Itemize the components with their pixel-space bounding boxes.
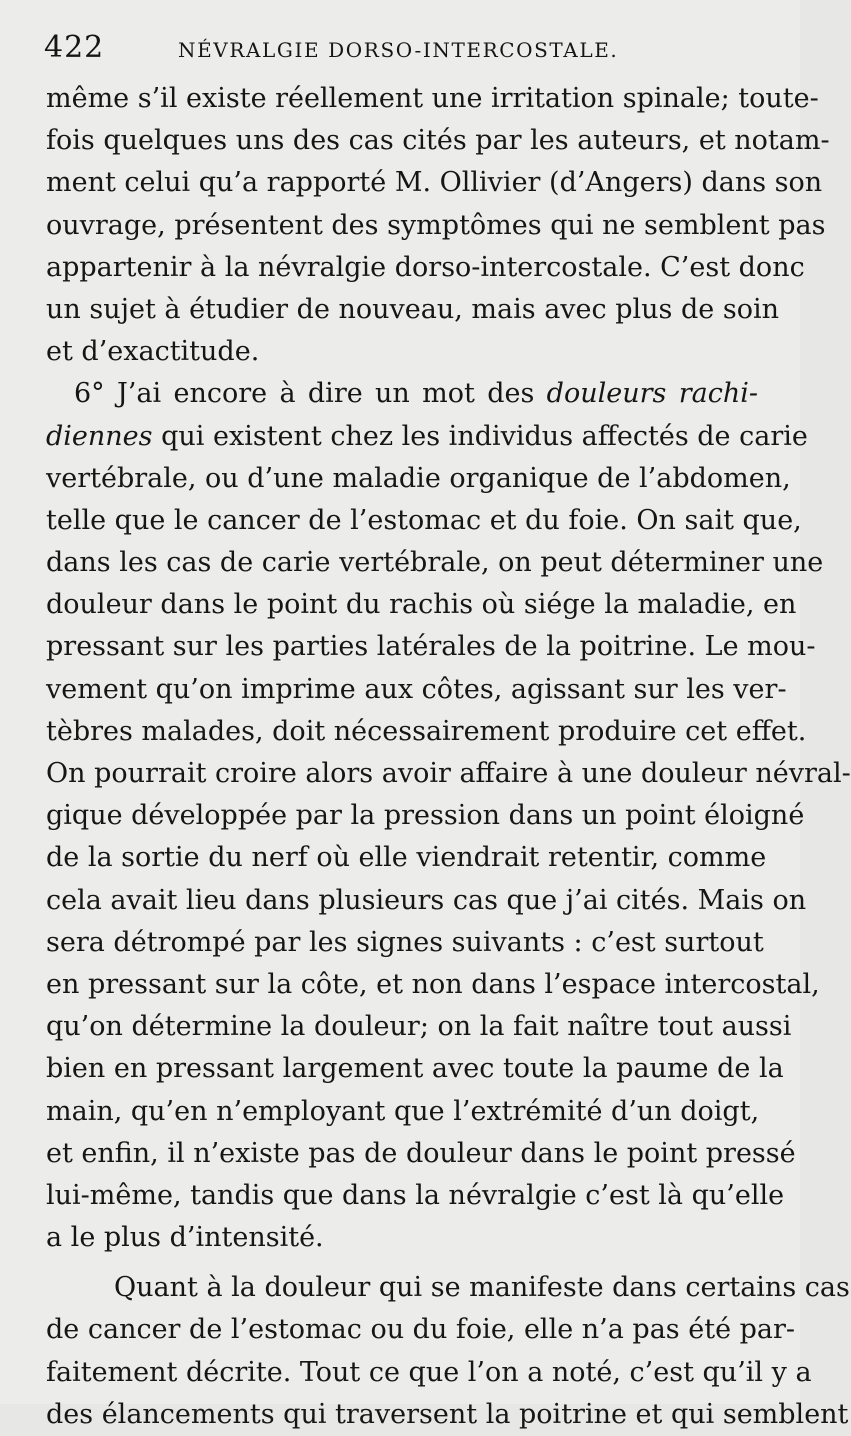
text-line: ment celui qu’a rapporté M. Ollivier (d’Angers) dans son bbox=[46, 167, 823, 199]
text-line: cela avait lieu dans plusieurs cas que j’ai cités. Mais on bbox=[46, 884, 807, 916]
text-line: même s’il existe réellement une irritation spinale; toute- bbox=[46, 83, 819, 114]
text-line: dans les cas de carie vertébrale, on peut déterminer une bbox=[46, 547, 824, 579]
text-run: qui existent chez les individus affectés de carie bbox=[152, 420, 808, 452]
text-line: bien en pressant largement avec toute la paume de la bbox=[46, 1053, 784, 1085]
text-line: tèbres malades, doit nécessairement produire cet effet. bbox=[46, 715, 807, 747]
text-line: telle que le cancer de l’estomac et du foie. On sait que, bbox=[46, 504, 802, 536]
text-line: pressant sur les parties latérales de la poitrine. Le mou- bbox=[46, 631, 816, 663]
text-line: en pressant sur la côte, et non dans l’espace intercostal, bbox=[46, 968, 820, 1000]
text-line: faitement décrite. Tout ce que l’on a noté, c’est qu’il y a bbox=[46, 1356, 812, 1388]
text-line: et d’exactitude. bbox=[46, 336, 260, 368]
text-line: gique développée par la pression dans un point éloigné bbox=[46, 800, 805, 832]
text-line: un sujet à étudier de nouveau, mais avec plus de soin bbox=[46, 293, 779, 325]
text-line: vertébrale, ou d’une maladie organique de l’abdomen, bbox=[46, 462, 791, 494]
text-line: douleur dans le point du rachis où siége la maladie, en bbox=[46, 589, 797, 621]
text-line: On pourrait croire alors avoir affaire à une douleur névral- bbox=[46, 758, 851, 789]
text-line: appartenir à la névralgie dorso-intercostale. C’est donc bbox=[46, 251, 805, 283]
text-line: fois quelques uns des cas cités par les auteurs, et notam- bbox=[46, 125, 830, 157]
paragraph-1 bbox=[46, 78, 830, 373]
text-line: et enfin, il n’existe pas de douleur dans le point pressé bbox=[46, 1137, 796, 1169]
text-run: 6° J’ai encore à dire un mot des bbox=[74, 378, 547, 410]
text-line: vement qu’on imprime aux côtes, agissant sur les ver- bbox=[46, 673, 787, 705]
text-line: sera détrompé par les signes suivants : c’est surtout bbox=[46, 926, 764, 958]
text-line bbox=[46, 373, 758, 415]
text-line: de la sortie du nerf où elle viendrait retentir, comme bbox=[46, 842, 767, 874]
text-line: ouvrage, présentent des symptômes qui ne semblent pas bbox=[46, 209, 826, 241]
text-line bbox=[46, 416, 808, 458]
text-line: de cancer de l’estomac ou du foie, elle n’a pas été par- bbox=[46, 1314, 796, 1346]
italic-term: douleurs rachi- bbox=[546, 378, 758, 410]
paragraph-gap bbox=[46, 1259, 758, 1267]
page-header bbox=[44, 30, 764, 80]
text-line: a le plus d’intensité. bbox=[46, 1222, 324, 1254]
text-line: lui-même, tandis que dans la névralgie c’est là qu’elle bbox=[46, 1179, 785, 1211]
text-line: Quant à la douleur qui se manifeste dans certains cas bbox=[114, 1272, 850, 1304]
page-number: 422 bbox=[44, 30, 105, 65]
text-line: qu’on détermine la douleur; on la fait naître tout aussi bbox=[46, 1011, 792, 1043]
paragraph-3 bbox=[46, 1267, 850, 1436]
text-line: main, qu’en n’employant que l’extrémité d’un doigt, bbox=[46, 1095, 760, 1127]
paragraph-2 bbox=[46, 373, 851, 1259]
body-text bbox=[46, 78, 851, 1436]
italic-term: diennes bbox=[46, 420, 153, 452]
running-title: NÉVRALGIE DORSO-INTERCOSTALE. bbox=[178, 38, 619, 62]
text-line: des élancements qui traversent la poitrine et qui semblent bbox=[46, 1398, 849, 1430]
